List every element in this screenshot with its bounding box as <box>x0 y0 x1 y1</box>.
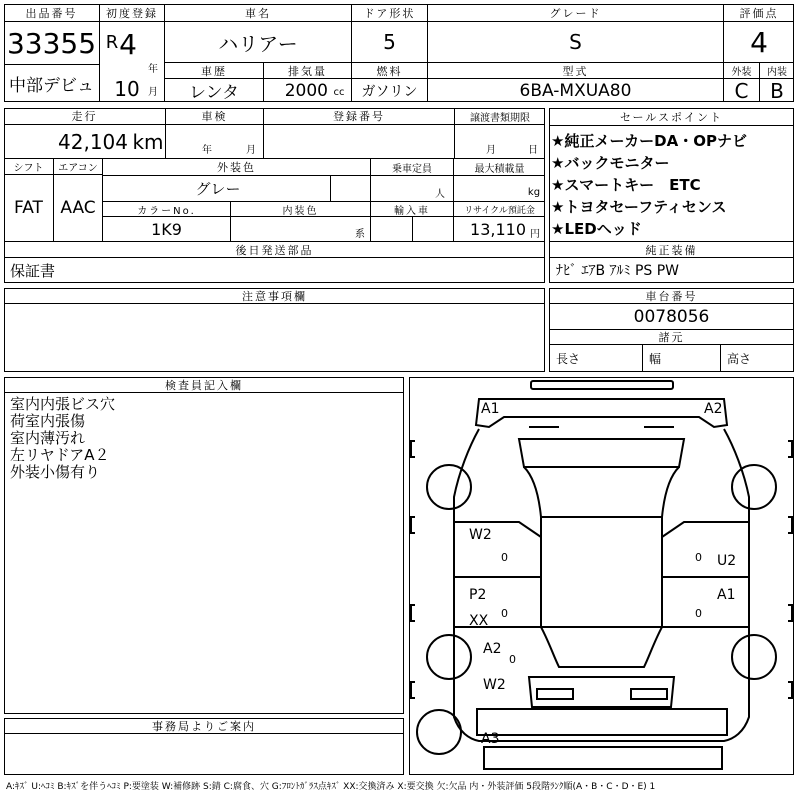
zero-mark: 0 <box>501 551 508 564</box>
equipment-value: ﾅﾋﾞ ｴｱB ｱﾙﾐ PS PW <box>556 263 680 279</box>
mileage-unit: km <box>132 129 164 154</box>
equipment-label: 純正装備 <box>549 242 794 258</box>
bracket-icon <box>411 441 415 457</box>
inspector-notes <box>10 396 115 481</box>
recycle-value: 13,110 <box>470 219 526 239</box>
front-bumper-outline <box>476 399 727 427</box>
displacement-unit: cc <box>333 86 345 98</box>
car-name: ハリアー <box>218 31 298 56</box>
wheel-rear-right <box>732 635 776 679</box>
sales-label: セールスポイント <box>549 108 794 126</box>
rear-window <box>541 627 662 667</box>
damage-mark: W2 <box>483 677 506 693</box>
score-label: 評価点 <box>724 4 794 22</box>
ac-label: エアコン <box>54 159 102 175</box>
capacity-label: 乗車定員 <box>392 163 432 175</box>
damage-mark: W2 <box>469 527 492 543</box>
grade-label: グレード <box>428 4 723 22</box>
exterior-grade: C <box>734 79 749 102</box>
shift-value: FAT <box>14 198 43 218</box>
divider <box>720 345 721 372</box>
mileage-label: 走行 <box>71 110 98 123</box>
divider <box>412 216 413 241</box>
bracket-icon <box>788 441 792 457</box>
later-value: 保証書 <box>10 261 56 280</box>
zero-mark: 0 <box>509 653 516 666</box>
damage-mark: XX <box>469 613 489 629</box>
damage-mark: U2 <box>717 553 737 569</box>
zero-mark: 0 <box>695 607 702 620</box>
displacement-label: 排気量 <box>288 64 327 78</box>
width-label: 幅 <box>649 351 662 366</box>
shift-label: シフト <box>4 159 53 175</box>
front-window <box>519 439 684 467</box>
int-color-unit: 系 <box>355 228 365 240</box>
recycle-unit: 円 <box>530 228 540 240</box>
divider <box>642 345 643 372</box>
damage-mark: A1 <box>481 401 500 417</box>
score-value: 4 <box>750 25 768 59</box>
interior-grade: B <box>770 79 784 102</box>
history-value: レンタ <box>189 83 239 102</box>
later-label: 後日発送部品 <box>4 242 545 258</box>
recycle-label: リサイクル預託金 <box>464 205 535 216</box>
damage-mark: P2 <box>469 587 487 603</box>
bracket-icon <box>411 517 415 533</box>
grade-value: S <box>569 30 582 54</box>
inspector-label: 検査員記入欄 <box>4 377 404 393</box>
zero-mark: 0 <box>501 607 508 620</box>
damage-mark: A1 <box>717 587 736 603</box>
height-label: 高さ <box>727 351 752 366</box>
fuel-value: ガソリン <box>361 83 418 100</box>
color-label: 外装色 <box>217 161 256 174</box>
reg-month: 10 <box>114 78 140 100</box>
spare-wheel <box>417 710 461 754</box>
rear-bumper-bar <box>484 747 722 769</box>
sales-item: ★バックモニター <box>551 154 670 172</box>
interior-label: 内装 <box>767 67 787 78</box>
lot-no-label: 出品番号 <box>4 4 99 22</box>
divider <box>330 175 331 201</box>
insp-month-unit: 月 <box>246 144 256 156</box>
color-no-label: カラーNo. <box>137 205 196 216</box>
history-label: 車歴 <box>201 64 227 78</box>
displacement-value: 2000 <box>284 80 328 101</box>
zero-mark: 0 <box>695 551 702 564</box>
note-line: 荷室内張傷 <box>10 412 86 430</box>
color-no-value: 1K9 <box>151 219 182 239</box>
sales-item: ★LEDヘッド <box>551 220 642 238</box>
year-unit: 年 <box>148 63 158 74</box>
bracket-icon <box>788 517 792 533</box>
sales-list <box>551 130 747 240</box>
damage-mark: A2 <box>704 401 723 417</box>
model-value: 6BA-MXUA80 <box>519 80 632 101</box>
model-label: 型式 <box>562 64 589 78</box>
front-bumper-bar <box>531 381 673 389</box>
color-value: グレー <box>195 179 241 198</box>
era: R <box>105 31 119 53</box>
chassis-value: 0078056 <box>633 307 710 327</box>
car-diagram <box>409 377 794 775</box>
lot-no: 33355 <box>6 26 97 60</box>
door-lines-front <box>454 522 749 537</box>
sales-item: ★スマートキー ETC <box>551 176 701 194</box>
mileage-value: 42,104 <box>58 129 128 154</box>
wheel-front-left <box>427 465 471 509</box>
bracket-icon <box>788 682 792 698</box>
roof-outline <box>524 467 679 627</box>
length-label: 長さ <box>556 351 581 366</box>
bracket-icon <box>788 605 792 621</box>
load-unit: kg <box>527 186 541 198</box>
door-label: ドア形状 <box>352 4 427 22</box>
damage-mark: A2 <box>483 641 502 657</box>
capacity-unit: 人 <box>435 188 445 200</box>
car-name-label: 車名 <box>165 4 351 22</box>
dims-label: 諸元 <box>549 329 794 345</box>
note-line: 室内薄汚れ <box>10 429 86 447</box>
transfer-label: 譲渡書類期限 <box>470 112 530 124</box>
import-label: 輸入車 <box>394 205 430 216</box>
note-line: 左リヤドアA２ <box>10 446 110 464</box>
damage-mark: A3 <box>481 731 500 747</box>
office-label: 事務局よりご案内 <box>4 718 404 734</box>
exterior-label: 外装 <box>731 67 752 78</box>
wheel-rear-left <box>427 635 471 679</box>
legend: A:ｷｽﾞ U:ﾍｺﾐ B:ｷｽﾞを伴うﾍｺﾐ P:要塗装 W:補修跡 S:錆 C:腐食、穴 G:ﾌﾛﾝﾄｶﾞﾗｽ点ｷｽﾞ XX:交換済み X:要交換 欠:欠品 内・外装評価 5段階ﾗﾝｸ順(A・B・C・D・E) 1 <box>6 782 656 792</box>
reg-year: 4 <box>119 27 137 61</box>
sales-item: ★純正メーカーDA・OPナビ <box>551 132 747 150</box>
note-line: 室内内張ビス穴 <box>10 395 116 413</box>
bracket-icon <box>411 682 415 698</box>
rear-gate <box>529 677 674 707</box>
divider <box>103 175 545 176</box>
caution-label: 注意事項欄 <box>4 288 545 304</box>
sales-item: ★トヨタセーフティセンス <box>551 198 727 216</box>
chassis-label: 車台番号 <box>549 288 794 304</box>
rear-lamp-right <box>631 689 667 699</box>
debut-label: 中部デビュ <box>4 64 99 102</box>
first-reg-label: 初度登録 <box>100 4 164 22</box>
int-color-label: 内装色 <box>282 205 319 216</box>
bracket-icon <box>411 605 415 621</box>
load-label: 最大積載量 <box>474 163 525 175</box>
door-value: 5 <box>383 30 396 54</box>
rear-bumper-outline <box>477 709 727 735</box>
inspection-label: 車検 <box>201 110 228 123</box>
wheel-front-right <box>732 465 776 509</box>
reg-no-label: 登録番号 <box>333 110 385 123</box>
transfer-day-unit: 日 <box>528 144 538 156</box>
fuel-label: 燃料 <box>376 64 403 78</box>
note-line: 外装小傷有り <box>10 463 101 481</box>
ac-value: AAC <box>60 198 96 218</box>
month-unit: 月 <box>148 86 158 98</box>
body-outline <box>454 429 749 741</box>
rear-lamp-left <box>537 689 573 699</box>
insp-year-unit: 年 <box>202 144 212 156</box>
transfer-month-unit: 月 <box>486 144 496 156</box>
